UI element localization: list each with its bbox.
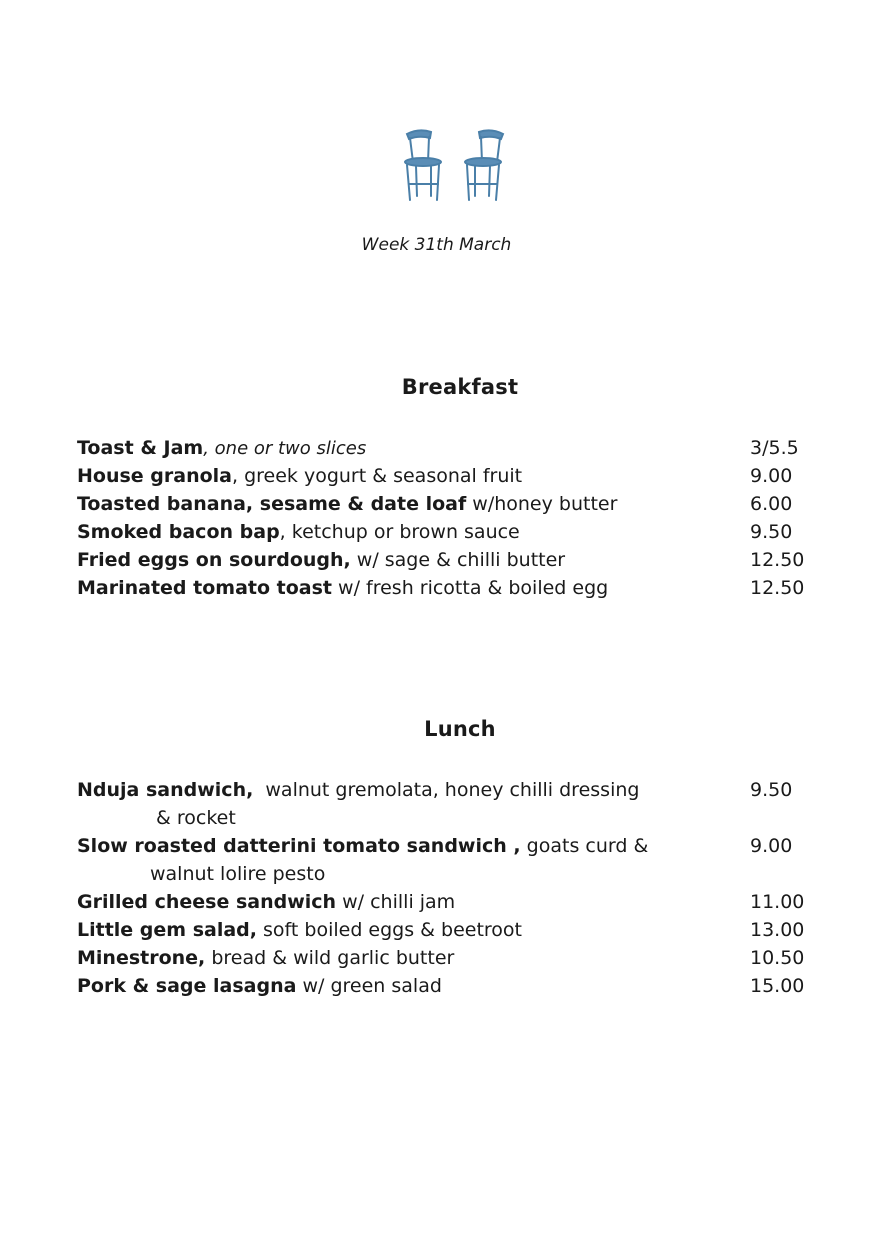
- menu-item: [77, 490, 817, 518]
- item-price: 12.50: [750, 549, 805, 571]
- menu-item: [77, 888, 817, 916]
- item-desc: bread & wild garlic butter: [205, 947, 455, 969]
- menu-item: [77, 832, 817, 860]
- item-price: 3/5.5: [750, 437, 799, 459]
- item-name: Smoked bacon bap: [77, 521, 280, 543]
- item-desc: , ketchup or brown sauce: [279, 521, 520, 543]
- item-desc: goats curd &: [520, 835, 649, 857]
- item-desc: w/ sage & chilli butter: [350, 549, 566, 571]
- item-price: 13.00: [750, 919, 805, 941]
- item-desc: w/ green salad: [296, 975, 442, 997]
- item-name: Pork & sage lasagna: [77, 975, 297, 997]
- item-name: Little gem salad,: [77, 919, 257, 941]
- item-name: Grilled cheese sandwich: [77, 891, 337, 913]
- item-price: 6.00: [750, 493, 793, 515]
- item-desc-continued: & rocket: [156, 807, 236, 829]
- item-desc: , greek yogurt & seasonal fruit: [232, 465, 523, 487]
- item-name: Slow roasted datterini tomato sandwich ,: [77, 835, 521, 857]
- item-price: 10.50: [750, 947, 805, 969]
- item-desc: soft boiled eggs & beetroot: [256, 919, 523, 941]
- item-price: 9.00: [750, 465, 793, 487]
- item-name: Toasted banana, sesame & date loaf: [77, 493, 467, 515]
- item-price: 9.00: [750, 835, 793, 857]
- breakfast-menu: [77, 434, 817, 602]
- item-price: 9.50: [750, 521, 793, 543]
- item-name: Minestrone,: [77, 947, 206, 969]
- item-desc-continued: walnut lolire pesto: [150, 863, 326, 885]
- menu-item: [77, 916, 817, 944]
- item-name: Marinated tomato toast: [77, 577, 332, 599]
- lunch-menu: [77, 776, 817, 1000]
- item-desc: walnut gremolata, honey chilli dressing: [253, 779, 640, 801]
- item-price: 15.00: [750, 975, 805, 997]
- item-desc: w/ chilli jam: [336, 891, 456, 913]
- item-name: Fried eggs on sourdough,: [77, 549, 351, 571]
- menu-item: [77, 518, 817, 546]
- item-price: 9.50: [750, 779, 793, 801]
- lunch-title: Lunch: [424, 717, 496, 741]
- week-label: Week 31th March: [361, 235, 512, 255]
- menu-item: [77, 776, 817, 804]
- item-name: Toast & Jam: [77, 437, 204, 459]
- item-price: 12.50: [750, 577, 805, 599]
- item-desc: w/honey butter: [466, 493, 618, 515]
- menu-item: [77, 944, 817, 972]
- menu-item: [77, 972, 817, 1000]
- two-chairs-icon: [403, 126, 507, 204]
- menu-item: [77, 434, 817, 462]
- menu-item: [77, 462, 817, 490]
- item-name: House granola: [77, 465, 232, 487]
- item-desc: w/ fresh ricotta & boiled egg: [332, 577, 609, 599]
- menu-item: [77, 574, 817, 602]
- menu-item: [77, 546, 817, 574]
- item-name: Nduja sandwich,: [77, 779, 254, 801]
- item-desc: , one or two slices: [203, 438, 367, 459]
- breakfast-title: Breakfast: [401, 375, 519, 399]
- item-price: 11.00: [750, 891, 805, 913]
